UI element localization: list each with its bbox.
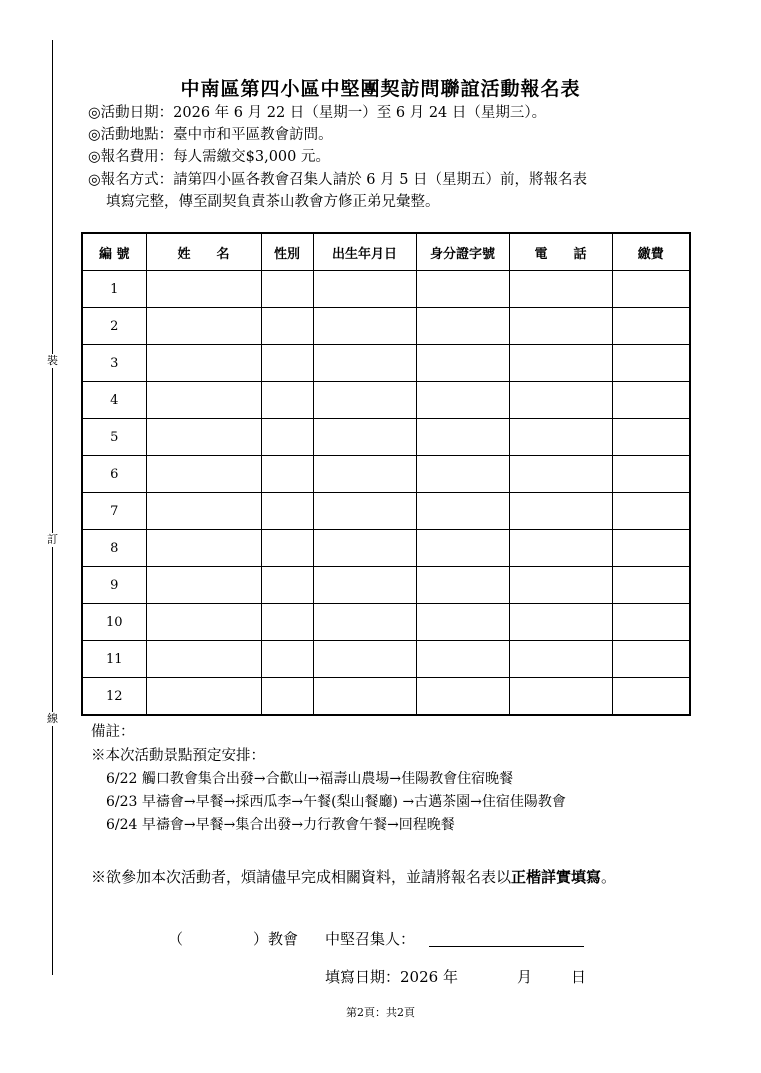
id-number-cell[interactable] xyxy=(416,567,509,604)
id-number-cell[interactable] xyxy=(416,382,509,419)
payment-cell[interactable] xyxy=(612,382,690,419)
birthdate-cell[interactable] xyxy=(313,345,416,382)
submission-note-end: 。 xyxy=(601,868,617,886)
row-number: 12 xyxy=(82,678,146,716)
phone-cell[interactable] xyxy=(509,604,612,641)
payment-cell[interactable] xyxy=(612,345,690,382)
binding-line xyxy=(52,40,53,975)
birthdate-cell[interactable] xyxy=(313,641,416,678)
phone-cell[interactable] xyxy=(509,678,612,716)
binding-mark-3: 線 xyxy=(47,712,58,725)
header-id-number: 身分證字號 xyxy=(416,233,509,271)
itinerary-day-3: 6/24 早禱會→早餐→集合出發→力行教會午餐→回程晚餐 xyxy=(106,817,455,833)
id-number-cell[interactable] xyxy=(416,345,509,382)
fill-day-label: 日 xyxy=(571,968,587,986)
header-payment: 繳費 xyxy=(612,233,690,271)
gender-cell[interactable] xyxy=(261,530,313,567)
payment-cell[interactable] xyxy=(612,641,690,678)
remarks-label: 備註： xyxy=(91,724,135,740)
fill-date-label: 填寫日期：2026 年 xyxy=(325,968,458,986)
name-cell[interactable] xyxy=(146,604,261,641)
registration-table xyxy=(81,232,691,716)
name-cell[interactable] xyxy=(146,345,261,382)
id-number-cell[interactable] xyxy=(416,604,509,641)
phone-cell[interactable] xyxy=(509,530,612,567)
name-cell[interactable] xyxy=(146,271,261,308)
birthdate-cell[interactable] xyxy=(313,604,416,641)
gender-cell[interactable] xyxy=(261,641,313,678)
header-phone: 電 話 xyxy=(509,233,612,271)
payment-cell[interactable] xyxy=(612,419,690,456)
header-gender: 性別 xyxy=(261,233,313,271)
phone-cell[interactable] xyxy=(509,308,612,345)
id-number-cell[interactable] xyxy=(416,641,509,678)
header-number: 編 號 xyxy=(82,233,146,271)
gender-cell[interactable] xyxy=(261,419,313,456)
id-number-cell[interactable] xyxy=(416,678,509,716)
birthdate-cell[interactable] xyxy=(313,530,416,567)
table-row xyxy=(82,419,690,456)
id-number-cell[interactable] xyxy=(416,530,509,567)
phone-cell[interactable] xyxy=(509,419,612,456)
church-open-paren: （ xyxy=(168,930,184,948)
info-method-cont: 填寫完整，傳至副契負責茶山教會方修正弟兄彙整。 xyxy=(106,194,440,210)
payment-cell[interactable] xyxy=(612,271,690,308)
row-number: 11 xyxy=(82,641,146,678)
table-row xyxy=(82,271,690,308)
table-row xyxy=(82,493,690,530)
table-row xyxy=(82,641,690,678)
row-number: 9 xyxy=(82,567,146,604)
payment-cell[interactable] xyxy=(612,530,690,567)
submission-note-text: ※欲參加本次活動者，煩請儘早完成相關資料，並請將報名表以 xyxy=(91,868,512,886)
itinerary-title: ※本次活動景點預定安排： xyxy=(91,748,265,764)
payment-cell[interactable] xyxy=(612,308,690,345)
id-number-cell[interactable] xyxy=(416,419,509,456)
birthdate-cell[interactable] xyxy=(313,567,416,604)
phone-cell[interactable] xyxy=(509,345,612,382)
name-cell[interactable] xyxy=(146,456,261,493)
row-number: 10 xyxy=(82,604,146,641)
phone-cell[interactable] xyxy=(509,271,612,308)
payment-cell[interactable] xyxy=(612,493,690,530)
name-cell[interactable] xyxy=(146,678,261,716)
phone-cell[interactable] xyxy=(509,456,612,493)
table-row xyxy=(82,530,690,567)
gender-cell[interactable] xyxy=(261,678,313,716)
row-number: 7 xyxy=(82,493,146,530)
id-number-cell[interactable] xyxy=(416,493,509,530)
table-row xyxy=(82,456,690,493)
row-number: 1 xyxy=(82,271,146,308)
binding-mark-2: 訂 xyxy=(47,533,58,546)
gender-cell[interactable] xyxy=(261,308,313,345)
birthdate-cell[interactable] xyxy=(313,308,416,345)
page-footer: 第2頁：共2頁 xyxy=(346,1006,415,1019)
name-cell[interactable] xyxy=(146,382,261,419)
header-birthdate: 出生年月日 xyxy=(313,233,416,271)
birthdate-cell[interactable] xyxy=(313,382,416,419)
id-number-cell[interactable] xyxy=(416,308,509,345)
name-cell[interactable] xyxy=(146,530,261,567)
page-title: 中南區第四小區中堅團契訪問聯誼活動報名表 xyxy=(180,78,581,100)
leader-signature-line[interactable] xyxy=(429,946,584,947)
info-method: ◎報名方式：請第四小區各教會召集人請於 6 月 5 日（星期五）前，將報名表 xyxy=(88,172,588,188)
payment-cell[interactable] xyxy=(612,456,690,493)
itinerary-day-2: 6/23 早禱會→早餐→採西瓜李→午餐(梨山餐廳) →古邁茶園→住宿佳陽教會 xyxy=(106,794,566,810)
name-cell[interactable] xyxy=(146,493,261,530)
table-header-row xyxy=(82,233,690,271)
gender-cell[interactable] xyxy=(261,604,313,641)
id-number-cell[interactable] xyxy=(416,271,509,308)
gender-cell[interactable] xyxy=(261,271,313,308)
name-cell[interactable] xyxy=(146,567,261,604)
row-number: 5 xyxy=(82,419,146,456)
table-row xyxy=(82,604,690,641)
binding-mark-1: 裝 xyxy=(47,354,58,367)
table-row xyxy=(82,345,690,382)
table-row xyxy=(82,308,690,345)
submission-note xyxy=(91,867,616,887)
birthdate-cell[interactable] xyxy=(313,678,416,716)
row-number: 4 xyxy=(82,382,146,419)
gender-cell[interactable] xyxy=(261,456,313,493)
itinerary-day-1: 6/22 觸口教會集合出發→合歡山→福壽山農場→佳陽教會住宿晚餐 xyxy=(106,771,514,787)
info-fee: ◎報名費用：每人需繳交$3,000 元。 xyxy=(88,149,330,165)
table-row xyxy=(82,678,690,716)
gender-cell[interactable] xyxy=(261,567,313,604)
row-number: 3 xyxy=(82,345,146,382)
name-cell[interactable] xyxy=(146,308,261,345)
gender-cell[interactable] xyxy=(261,345,313,382)
phone-cell[interactable] xyxy=(509,641,612,678)
birthdate-cell[interactable] xyxy=(313,493,416,530)
phone-cell[interactable] xyxy=(509,493,612,530)
birthdate-cell[interactable] xyxy=(313,271,416,308)
table-row xyxy=(82,382,690,419)
name-cell[interactable] xyxy=(146,419,261,456)
gender-cell[interactable] xyxy=(261,382,313,419)
submission-note-emphasis: 正楷詳實填寫 xyxy=(511,868,602,886)
row-number: 2 xyxy=(82,308,146,345)
name-cell[interactable] xyxy=(146,641,261,678)
phone-cell[interactable] xyxy=(509,567,612,604)
leader-label: 中堅召集人： xyxy=(325,930,416,948)
info-location: ◎活動地點：臺中市和平區教會訪問。 xyxy=(88,127,333,143)
id-number-cell[interactable] xyxy=(416,456,509,493)
payment-cell[interactable] xyxy=(612,567,690,604)
table-row xyxy=(82,567,690,604)
payment-cell[interactable] xyxy=(612,604,690,641)
birthdate-cell[interactable] xyxy=(313,456,416,493)
phone-cell[interactable] xyxy=(509,382,612,419)
church-label: ）教會 xyxy=(253,930,299,948)
birthdate-cell[interactable] xyxy=(313,419,416,456)
info-date: ◎活動日期：2026 年 6 月 22 日（星期一）至 6 月 24 日（星期三）。 xyxy=(88,105,547,121)
payment-cell[interactable] xyxy=(612,678,690,716)
gender-cell[interactable] xyxy=(261,493,313,530)
header-name: 姓 名 xyxy=(146,233,261,271)
row-number: 8 xyxy=(82,530,146,567)
row-number: 6 xyxy=(82,456,146,493)
fill-month-label: 月 xyxy=(517,968,533,986)
